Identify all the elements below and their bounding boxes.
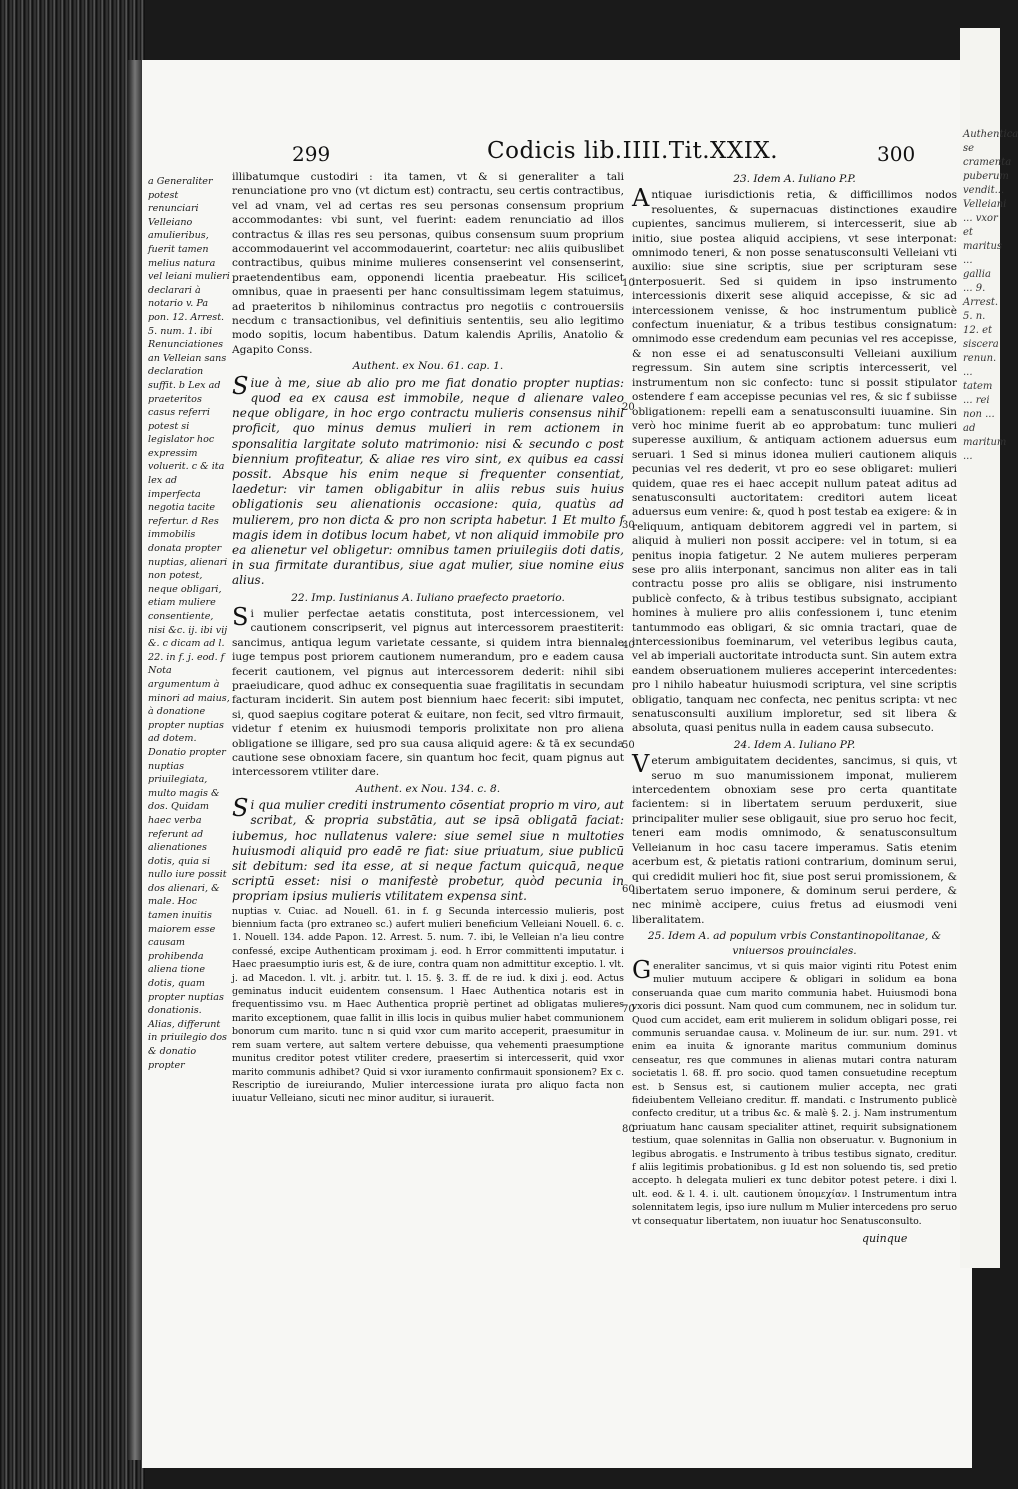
line-number: 20 xyxy=(622,402,635,413)
line-number: 40 xyxy=(622,640,635,651)
left-page-number: 299 xyxy=(292,142,331,166)
law25-heading: 25. Idem A. ad populum vrbis Constantinopolitanae, & vniuersos prouinciales. xyxy=(647,930,942,957)
law23-heading: 23. Idem A. Iuliano P.P. xyxy=(733,173,856,185)
line-number: 80 xyxy=(622,1124,635,1135)
book-spine xyxy=(0,0,145,1489)
line-number: 30 xyxy=(622,520,635,531)
line-number: 60 xyxy=(622,884,635,895)
opening-text: illibatumque custodiri : ita tamen, vt & si generaliter a tali renunciatione pro vno (vt dictum est) contractu, seu certis contractibus, vel ad vnam, vel ad certas res seu personas consensum proprium accommodantes: vbi sunt, vel fuerint: eadem renunciatio ad illos contractus & illas res seu personas, quibus consensum suum proprium accommodauerint vel accommodauerint, coartetur: nec aliis quibuslibet contractibus, quibus minime mulieres consenserint vel consenserint, praetendentibus eam, opponendi licentia praebeatur. His scilicet omnibus, quae in praesenti per hanc consultissimam legem statuimus, ad praeteritos b nihilominus contractus pro negotiis c controuersiis necdum c transactionibus, vel definitiuis sententiis, seu alio legitimo modo sopitis, locum habentibus. Datum kalendis Aprilis, Anatolio & Agapito Conss. xyxy=(232,171,624,356)
law23-text: Antiquae iurisdictionis retia, & difficillimos nodos resoluentes, & supernacuas distinctiones exaudire cupientes, sancimus mulierem, si intercesserit, siue ab initio, siue postea aliquid accipiens, vt sese interponat: omnimodo teneri, & non posse senatusconsulti Velleiani vti auxilio: siue sine scriptis, siue per scripturam sese interposuerit. Sed si quidem in ipso instrumento intercessionis dixerit sese aliquid accepisse, & sic ad intercessionem venisse, & hoc instrumentum publicè confectum inueniatur, & a tribus testibus consignatum: omnimodo esse credendum eam pecunias vel res accepisse, & non esse ei ad senatusconsulti Velleiani auxilium regressum. Sin autem sine scriptis intercesserit, vel instrumentum non sic confecto: tunc si possit stipulator ostendere f eam accepisse pecunias vel res, & sic f subiisse obligationem: repelli eam a senatusconsulti iuuamine. Sin verò hoc minime fuerit ab eo approbatum: tunc mulieri superesse auxilium, & antiquam actionem aduersus eum seruari. 1 Sed si minus idonea mulieri cautionem aliquis pecunias vel res dederit, vt pro eo sese obligaret: mulieri quidem, quae res ei haec accepit nullum pateat aditus ad senatusconsulti auctoritatem: creditori autem liceat aduersus eum venire: &, quod h post testab ea exigere: & in reliquum, antiquam debitorem aggredi vel in partem, si aliquid à mulieri non possit accipere: vel in totum, si ea penitus inopia fatigetur. 2 Ne autem mulieres perperam sese pro aliis interponant, sancimus non aliter eas in tali contractu posse pro aliis se obligare, nisi instrumento publicè confecto, & à tribus testibus subsignato, accipiant homines à muliere pro aliis confessionem i, tunc etenim tantummodo eas obligari, & sic omnia tractari, quae de intercessionibus foeminarum, vel veteribus legibus cauta, vel ab imperiali auctoritate introducta sunt. Sin autem extra eandem obseruationem mulieres acceperint intercedentes: pro l nihilo habeatur huiusmodi scriptura, vel sine scriptis obligatio, tanquam nec confecta, nec penitus scripta: vt nec senatusconsulti auxilium imploretur, sed sit libera & absoluta, quasi penitus nulla in eadem causa subsecuto. xyxy=(632,184,957,735)
law22-heading: 22. Imp. Iustinianus A. Iuliano praefecto praetorio. xyxy=(291,591,565,604)
facing-page-fragment xyxy=(960,28,1018,1268)
left-column xyxy=(232,170,624,1106)
footnotes-left: nuptias v. Cuiac. ad Nouell. 61. in f. g Secunda intercessio mulieris, post biennium facta (pro extraneo sc.) aufert mulieri beneficium Velleiani Nouell. 6. c. 1. Nouell. 134. adde Papon. 12. Arrest. 5. num. 7. ibi, le Velleian n'a lieu contre confessé, excipe Authenticam proximam j. eod. h Error committenti imputatur. i Haec praesumptio iuris est, & de iure, contra quam non admittitur exceptio. l. vlt. j. ad Macedon. l. vlt. j. arbitr. tut. l. 15. §. 3. ff. de re iud. k dixi j. eod. Actus geminatus inducit euidentem consensum. l Haec Authentica notaris est in frequentissimo vsu. m Haec Authentica propriè pertinet ad obligatas mulieres marito exceptionem, quae fallit in illis locis in quibus mulier habet communionem bonorum cum marito. tunc n si quid vxor cum marito acceperit, praesumitur in rem suam vertere, aut saltem vertere debuisse, qua vehementi praesumptione munitus creditor potest vtiliter credere, praesertim si intercesserit, quid vxor marito communis adhibet? Quid si vxor iuramento confirmauit sponsionem? Ex c. Rescriptio de iureiurando, Mulier intercessione iurata pro aliquo facta non iuuatur Velleiano, sicuti nec minor auditur, si iurauerit. xyxy=(232,905,624,1105)
law25-text: Generaliter sancimus, vt si quis maior viginti ritu Potest enim mulier mutuum accipere & obligari in solidum ea bona conseruanda quae cum marito communia habet. Huiusmodi bona vxoris dici possunt. Nam quod cum communem, nec in solidum tur. Quod cum accidet, eam erit mulierem in solidum obligari posse, rei communis seruandae causa. v. Molineum de iur. sur. num. 291. vt enim ea inuita & ignorante maritus communium dominus censeatur, res que communes in alienas mutari contra naturam societatis l. 68. ff. pro socio. quod tamen consuetudine receptum est. b Sensus est, si cautionem mulier accepta, nec grati fideiubentem Velleiano creditur. ff. mandati. c Instrumento publicè confecto creditur, ut a tribus &c. & malè §. 2. j. Nam instrumentum priuatum hanc causam specialiter attinet, requirit subsignationem testium, quae solennitas in Gallia non obseruatur. v. Bugnonium in legibus abrogatis. e Instrumento à tribus testibus signato, creditur. f aliis legitimis probationibus. g Id est non soluendo tis, sed pretio accepto. h delegata mulieri ex tunc debitor potest petere. i dixi l. ult. eod. & l. 4. i. ult. cautionem ὑπομεχίαν. l Instrumentum intra solennitatem legis, ipso iure nullum m Mulier intercedens pro seruo vt consequatur libertatem, non iuuatur hoc Senatusconsulto. xyxy=(632,955,957,1227)
facing-page-text: Authentica se cramenta puberum vendit... Velleiani ... vxor et maritus ... gallia ... 9. Arrest. 5. n. 12. et siscera renun. ... tatem ... rei non ... ad maritum ... xyxy=(963,129,1018,462)
auth1-heading: Authent. ex Nou. 61. cap. 1. xyxy=(352,360,504,373)
page-edges xyxy=(128,60,142,1460)
page-header xyxy=(142,138,972,168)
auth1-text: Siue à me, siue ab alio pro me fiat donatio propter nuptias: quod ea ex causa est immobile, neque d alienare valeo neque obligare, in hoc ergo contractu mulieris consensus nihil proficit, quo minus demus mulieri in rem actionem in sponsalitia largitate soluto matrimonio: nisi & secundo c post biennium profiteatur, & aliae res viro sint, ex quibus ea cassi possit. Absque his enim neque si frequenter consentiat, laedetur: vir tamen obligabitur in aliis rebus suis huius obligationis seu alienationis occasione: quia, quatùs ad mulierem, pro non dicta & pro non scripta habetur. 1 Et multo f magis idem in dotibus locum habet, vt non aliquid immobile pro ea alienetur vel obligetur: omnibus tamen priuilegiis doti datis, in sua firmitate durantibus, siue agat mulier, siue nomine eius alius. xyxy=(232,371,624,588)
line-number: 10 xyxy=(622,278,635,289)
line-number: 70 xyxy=(622,1004,635,1015)
line-number: 50 xyxy=(622,740,635,751)
auth2-text: Si qua mulier crediti instrumento cōsentiat proprio m viro, aut scribat, & propria substātia, aut se ipsā obligatā faciat: iubemus, hoc nullatenus valere: siue semel siue n multoties huiusmodi aliquid pro eadē re fiat: siue priuatum, siue publicū sit debitum: sed ita esse, at si neque factum quicquā, neque scriptū esset: nisi o manifestè probetur, quòd pecunia in propriam ipsius mulieris vtilitatem expensa sint. xyxy=(232,794,624,904)
law24-heading: 24. Idem A. Iuliano PP. xyxy=(733,738,856,751)
law24-text: Veterum ambiguitatem decidentes, sancimus, si quis, vt seruo m suo manumissionem imponat, mulierem intercedentem obnoxiam sese pro certa quantitate facientem: si in libertatem seruum perduxerit, siue principaliter mulier sese obligauit, siue pro seruo hoc fecit, teneri eam modis omnimodo, & senatusconsultum Velleianum in hoc casu tacere imperamus. Satis etenim acerbum est, & pietatis rationi contrarium, dominum serui, qui credidit mulieri hoc fit, siue post serui promissionem, & libertatem seruo imponere, & dominum serui perdere, & nec minimè accipere, cuius fretus ad eiusmodi veni liberalitatem. xyxy=(632,750,957,926)
margin-notes: a Generaliter potest renunciari Velleiano amulieribus, fuerit tamen melius natura vel leiani mulieri declarari à notario v. Pa pon. 12. Arrest. 5. num. 1. ibi Renunciationes an Velleian sans declaration suffit. b Lex ad praeteritos casus referri potest si legislator hoc expressim voluerit. c & ita lex ad imperfecta negotia tacite refertur. d Res immobilis donata propter nuptias, alienari non potest, neque obligari, etiam muliere consentiente, nisi &c. ij. ibi vij &. c dicam ad l. 22. in f. j. eod. f Nota argumentum à minori ad maius, à donatione propter nuptias ad dotem. Donatio propter nuptias priuilegiata, multo magis & dos. Quidam haec verba referunt ad alienationes dotis, quia si nullo iure possit dos alienari, & male. Hoc tamen inuitis maiorem esse causam prohibenda aliena tione dotis, quam propter nuptias donationis. Alias, differunt in priuilegio dos & donatio propter xyxy=(148,176,230,1071)
auth2-heading: Authent. ex Nou. 134. c. 8. xyxy=(355,782,501,795)
right-page-number: 300 xyxy=(877,142,916,166)
right-column xyxy=(632,170,957,1228)
running-title: Codicis lib.IIII.Tit.XXIX. xyxy=(487,138,779,164)
catchword: quinque xyxy=(862,1232,908,1245)
law22-text: Si mulier perfectae aetatis constituta, post intercessionem, vel cautionem conscripserit, vel pignus aut intercessorem praestiterit: sancimus, antiqua legum varietate cessante, si quidem intra biennale iuge tempus post priorem cautionem numerandum, pro e eadem causa fecerit cautionem, vel pignus aut intercessorem dederit: nihil sibi praeiudicare, quod adhuc ex consequentia suae fragilitatis in secundam facturam inciderit. Sin autem post biennium haec fecerit: sibi imputet, si, quod saepius cogitare poterat & euitare, non fecit, sed vltro firmauit, videtur f etenim ex huiusmodi temporis prolixitate non pro aliena obligatione se illigare, sed pro sua causa aliquid agere: & tā ex secunda cautione sese obnoxiam facere, sin quantum hoc fecit, quam pignus aut intercessorem vtiliter dare. xyxy=(232,602,624,779)
